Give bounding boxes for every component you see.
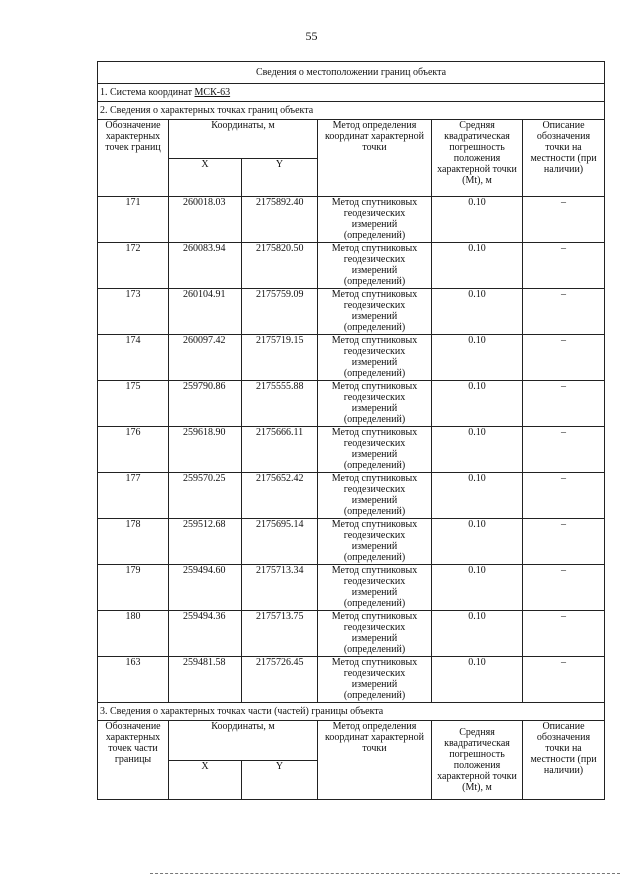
coordinate-system-value: МСК-63 [194, 87, 231, 98]
cell-method: Метод спутниковых геодезических измерений (определений) [318, 473, 432, 519]
cell-method: Метод спутниковых геодезических измерений (определений) [318, 289, 432, 335]
page-number: 55 [305, 29, 318, 43]
cell-y: 2175719.15 [242, 335, 318, 381]
cell-point: 163 [98, 657, 169, 703]
cell-description: – [523, 427, 605, 473]
cell-description: – [523, 197, 605, 243]
part-col-header-x: X [169, 760, 242, 800]
cell-point: 172 [98, 243, 169, 289]
cell-description: – [523, 519, 605, 565]
cell-method: Метод спутниковых геодезических измерений (определений) [318, 243, 432, 289]
cell-x: 260018.03 [169, 197, 242, 243]
table-row [98, 289, 605, 335]
part-col-header-method: Метод определения координат характерной точки [318, 721, 432, 800]
cell-method: Метод спутниковых геодезических измерений (определений) [318, 519, 432, 565]
cell-point: 175 [98, 381, 169, 427]
cell-accuracy: 0.10 [432, 611, 523, 657]
col-header-y: Y [242, 158, 318, 197]
cell-description: – [523, 243, 605, 289]
table-row [98, 335, 605, 381]
cell-point: 176 [98, 427, 169, 473]
cell-y: 2175695.14 [242, 519, 318, 565]
cell-x: 259481.58 [169, 657, 242, 703]
cell-x: 259494.60 [169, 565, 242, 611]
table-title: Сведения о местоположении границ объекта [98, 62, 605, 84]
table-row [98, 197, 605, 243]
col-header-accuracy: Средняя квадратическая погрешность положения характерной точки (Mt), м [432, 120, 523, 197]
cell-method: Метод спутниковых геодезических измерений (определений) [318, 197, 432, 243]
cell-description: – [523, 335, 605, 381]
cell-accuracy: 0.10 [432, 519, 523, 565]
cell-point: 180 [98, 611, 169, 657]
cell-point: 171 [98, 197, 169, 243]
coordinate-system-label: 1. Система координат [100, 87, 195, 98]
section2-title: 2. Сведения о характерных точках границ объекта [98, 102, 605, 120]
table-row [98, 657, 605, 703]
part-col-header-description: Описание обозначения точки на местности (при наличии) [523, 721, 605, 800]
cell-method: Метод спутниковых геодезических измерений (определений) [318, 335, 432, 381]
cell-y: 2175713.75 [242, 611, 318, 657]
cell-x: 260104.91 [169, 289, 242, 335]
cell-x: 259790.86 [169, 381, 242, 427]
boundary-table-sheet [97, 61, 604, 800]
cell-accuracy: 0.10 [432, 657, 523, 703]
point-rows [98, 197, 605, 703]
col-header-coords: Координаты, м [169, 120, 318, 159]
col-header-x: X [169, 158, 242, 197]
cell-x: 259570.25 [169, 473, 242, 519]
cell-x: 259618.90 [169, 427, 242, 473]
cell-y: 2175892.40 [242, 197, 318, 243]
part-col-header-accuracy: Средняя квадратическая погрешность положения характерной точки (Mt), м [432, 721, 523, 800]
cell-x: 259512.68 [169, 519, 242, 565]
cell-description: – [523, 473, 605, 519]
cell-y: 2175713.34 [242, 565, 318, 611]
part-col-header-y: Y [242, 760, 318, 800]
cell-x: 260097.42 [169, 335, 242, 381]
cell-point: 179 [98, 565, 169, 611]
cell-description: – [523, 289, 605, 335]
cell-y: 2175726.45 [242, 657, 318, 703]
cell-accuracy: 0.10 [432, 381, 523, 427]
cell-accuracy: 0.10 [432, 473, 523, 519]
cell-accuracy: 0.10 [432, 243, 523, 289]
cell-point: 174 [98, 335, 169, 381]
cell-description: – [523, 565, 605, 611]
cell-method: Метод спутниковых геодезических измерений (определений) [318, 565, 432, 611]
cell-method: Метод спутниковых геодезических измерений (определений) [318, 381, 432, 427]
cell-accuracy: 0.10 [432, 565, 523, 611]
table-row [98, 427, 605, 473]
col-header-method: Метод определения координат характерной точки [318, 120, 432, 197]
cell-x: 259494.36 [169, 611, 242, 657]
cell-accuracy: 0.10 [432, 335, 523, 381]
cell-method: Метод спутниковых геодезических измерений (определений) [318, 427, 432, 473]
boundary-table [97, 61, 605, 800]
col-header-description: Описание обозначения точки на местности (при наличии) [523, 120, 605, 197]
part-col-header-coords: Координаты, м [169, 721, 318, 761]
cell-x: 260083.94 [169, 243, 242, 289]
cell-point: 177 [98, 473, 169, 519]
cell-y: 2175759.09 [242, 289, 318, 335]
section3-title: 3. Сведения о характерных точках части (частей) границы объекта [98, 703, 605, 721]
cell-method: Метод спутниковых геодезических измерений (определений) [318, 657, 432, 703]
coordinate-system-row [98, 84, 605, 102]
cell-point: 173 [98, 289, 169, 335]
cell-y: 2175820.50 [242, 243, 318, 289]
bottom-dashed-line [150, 873, 620, 875]
cell-accuracy: 0.10 [432, 289, 523, 335]
cell-description: – [523, 657, 605, 703]
cell-point: 178 [98, 519, 169, 565]
table-row [98, 611, 605, 657]
cell-y: 2175666.11 [242, 427, 318, 473]
cell-accuracy: 0.10 [432, 427, 523, 473]
cell-description: – [523, 381, 605, 427]
table-row [98, 473, 605, 519]
col-header-point: Обозначение характерных точек границ [98, 120, 169, 197]
table-row [98, 243, 605, 289]
cell-description: – [523, 611, 605, 657]
part-col-header-point: Обозначение характерных точек части границы [98, 721, 169, 800]
table-row [98, 565, 605, 611]
cell-method: Метод спутниковых геодезических измерений (определений) [318, 611, 432, 657]
cell-accuracy: 0.10 [432, 197, 523, 243]
table-row [98, 381, 605, 427]
cell-y: 2175555.88 [242, 381, 318, 427]
table-row [98, 519, 605, 565]
cell-y: 2175652.42 [242, 473, 318, 519]
